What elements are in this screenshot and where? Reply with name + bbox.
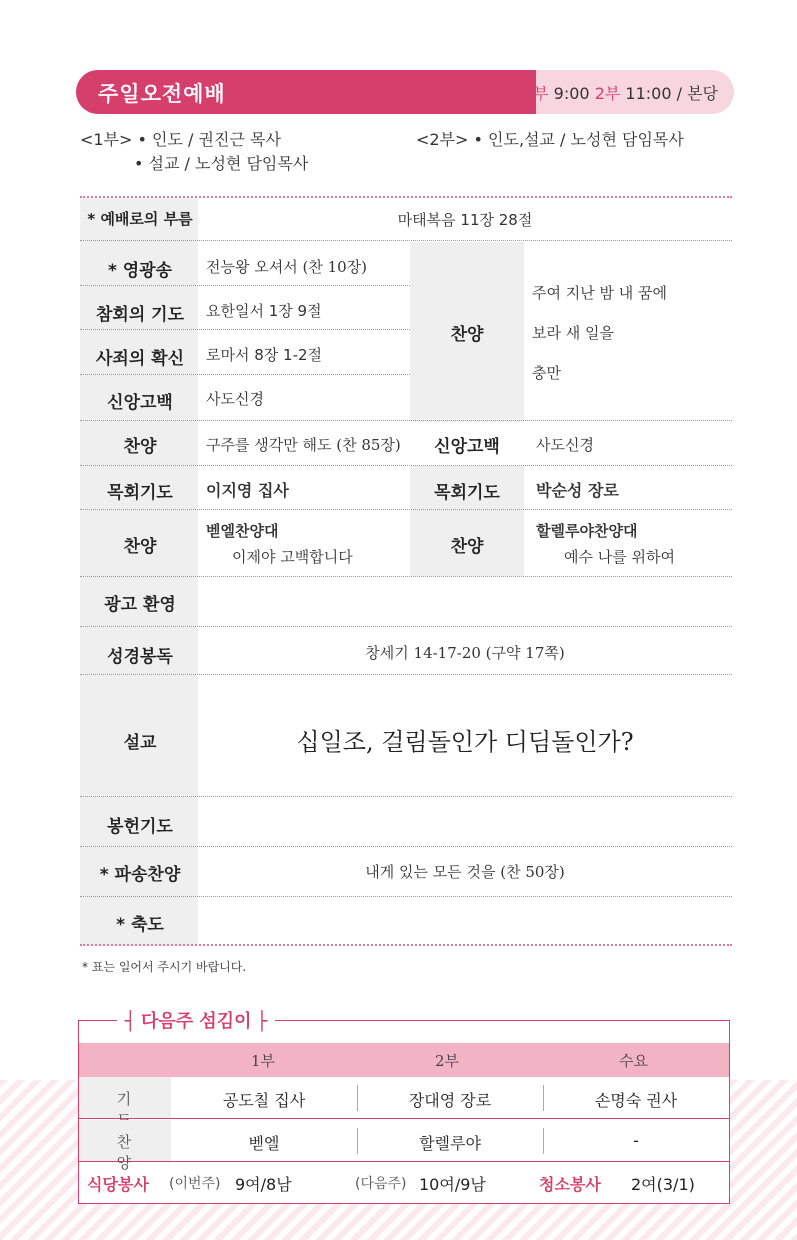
row-key-prayer: 기 <box>79 1077 171 1118</box>
benediction-label: * 축도 <box>116 915 164 935</box>
second-service-label: 2부 <box>594 84 621 103</box>
servants-row-prayer <box>79 1077 729 1119</box>
meal-this-week-label: (이번주) <box>169 1176 221 1192</box>
prayer-part1: 공도칠 집사 <box>222 1091 306 1110</box>
prayer2-value: 박순성 장로 <box>536 481 619 500</box>
creed2-label: 신앙고백 <box>434 437 500 457</box>
hymn1-label: 찬양 <box>123 437 157 457</box>
doxology-value: 전능왕 오셔서 (찬 10장) <box>206 258 368 276</box>
meal-this-week-value: 9여/8남 <box>235 1175 292 1194</box>
doxology-label: * 영광송 <box>107 261 173 281</box>
servants-footer <box>79 1163 729 1203</box>
prayer1-label: 목회기도 <box>107 483 173 503</box>
praise-part1: 벧엘 <box>248 1134 280 1153</box>
header-time-bar <box>522 70 734 114</box>
hymn-mid-line-2: 보라 새 일을 <box>532 324 614 342</box>
choir2-label: 찬양 <box>450 537 484 557</box>
sending-hymn-value: 내게 있는 모든 것을 (찬 50장) <box>365 863 565 881</box>
col-part2: 2부 <box>435 1052 460 1070</box>
second-service-time: 11:00 / 본당 <box>620 84 718 103</box>
cleaning-value: 2여(3/1) <box>631 1175 695 1194</box>
next-week-servants <box>78 1011 730 1204</box>
part1-preacher: • 설교 / 노성현 담임목사 <box>134 154 309 173</box>
announcements-label: 광고 환영 <box>104 595 176 615</box>
choir1-name: 벧엘찬양대 <box>206 522 279 540</box>
prayer-wednesday: 손명숙 권사 <box>594 1091 678 1110</box>
col-part1: 1부 <box>251 1052 276 1070</box>
service-header <box>76 70 734 114</box>
first-service-label: 1부 <box>522 84 549 103</box>
creed-value: 사도신경 <box>206 390 264 408</box>
prayer1-value: 이지영 집사 <box>206 481 289 500</box>
meal-next-week-label: (다음주) <box>355 1176 407 1192</box>
scripture-value: 창세기 14-17-20 (구약 17쪽) <box>365 644 565 662</box>
servants-header-row <box>79 1043 729 1077</box>
praise-wednesday: - <box>633 1131 639 1150</box>
hymn-mid-line-3: 충만 <box>532 364 561 382</box>
cleaning-label: 청소봉사 <box>539 1175 601 1194</box>
sermon-title: 십일조, 걸림돌인가 디딤돌인가? <box>296 728 634 756</box>
sermon-label: 설교 <box>123 733 157 753</box>
service-title: 주일오전예배 <box>98 82 226 106</box>
bracket-right-icon: ├ <box>256 1011 268 1032</box>
choir2-song: 예수 나를 위하여 <box>564 548 675 566</box>
part1-leader: <1부> • 인도 / 권진근 목사 <box>80 130 281 149</box>
choir1-song: 이제야 고백합니다 <box>232 548 353 566</box>
hymn1-value: 구주를 생각만 해도 (찬 85장) <box>206 436 401 454</box>
bracket-left-icon: ┤ <box>125 1011 136 1032</box>
offering-prayer-label: 봉헌기도 <box>107 817 173 837</box>
prayer2-label: 목회기도 <box>434 483 500 503</box>
confession-value: 요한일서 1장 9절 <box>206 302 322 320</box>
servants-row-praise <box>79 1120 729 1172</box>
standing-note: * 표는 일어서 주시기 바랍니다. <box>82 960 247 974</box>
hymn-mid-label: 찬양 <box>450 325 484 345</box>
first-service-time: 9:00 <box>548 84 595 103</box>
assurance-label: 사죄의 확신 <box>95 349 185 369</box>
hymn-mid-line-1: 주여 지난 밤 내 꿈에 <box>532 284 667 302</box>
row-key-praise: 찬양 <box>79 1120 171 1161</box>
creed2-value: 사도신경 <box>536 436 594 454</box>
service-times <box>523 81 718 104</box>
confession-label: 참회의 기도 <box>95 305 185 325</box>
meal-label: 식당봉사 <box>87 1175 149 1194</box>
choir2-name: 할렐루야찬양대 <box>536 522 638 540</box>
servants-title-wrap <box>117 1007 275 1033</box>
part2-leader: <2부> • 인도,설교 / 노성현 담임목사 <box>416 130 684 149</box>
meal-next-week-value: 10여/9남 <box>419 1175 486 1194</box>
choir1-label: 찬양 <box>123 537 157 557</box>
creed-label: 신앙고백 <box>107 393 173 413</box>
scripture-label: 성경봉독 <box>107 647 173 667</box>
praise-part2: 할렐루야 <box>419 1134 481 1153</box>
servants-title: 다음주 섬김이 <box>140 1011 252 1032</box>
call-to-worship-value: 마태복음 11장 28절 <box>397 211 533 229</box>
sending-hymn-label: * 파송찬양 <box>99 865 181 885</box>
header-title-bar <box>76 70 546 114</box>
call-to-worship-label: * 예배로의 부름 <box>87 210 193 228</box>
assurance-value: 로마서 8장 1-2절 <box>206 346 323 364</box>
prayer-part2: 장대영 장로 <box>408 1091 492 1110</box>
col-wednesday: 수요 <box>619 1052 648 1070</box>
